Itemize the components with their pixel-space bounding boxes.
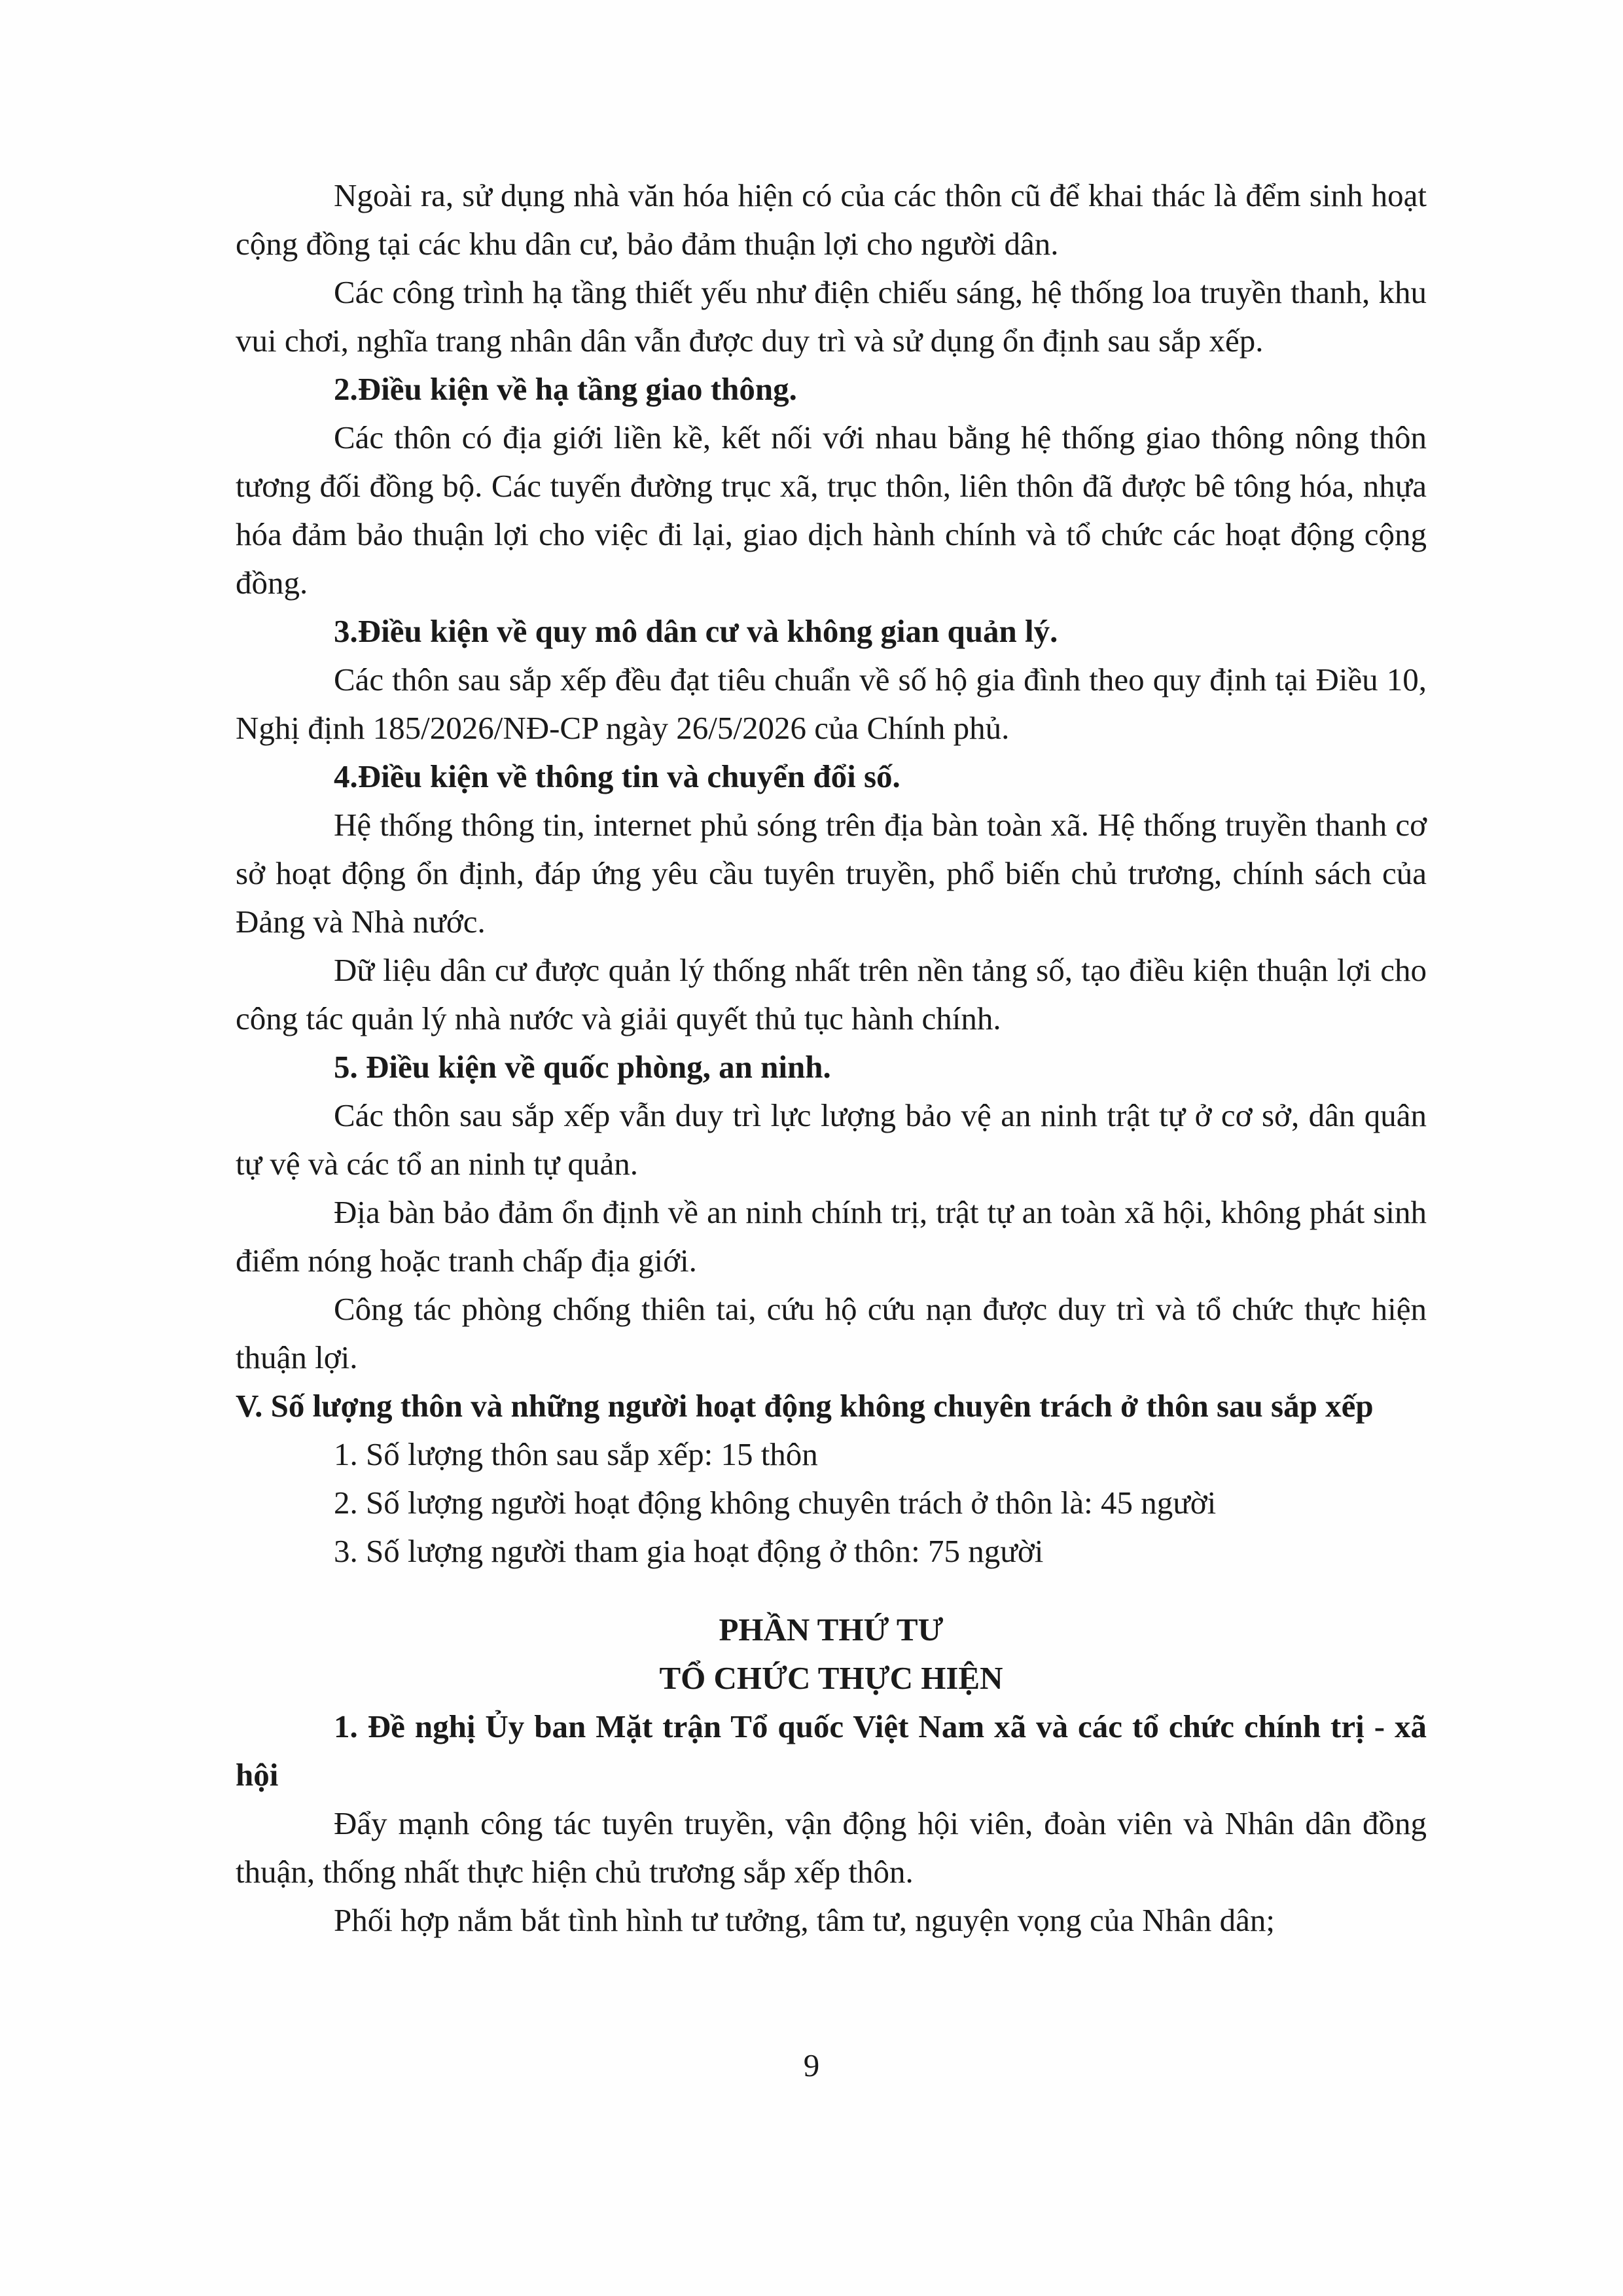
part-title-line-1: PHẦN THỨ TƯ bbox=[719, 1612, 944, 1648]
paragraph: Công tác phòng chống thiên tai, cứu hộ cứu nạn được duy trì và tổ chức thực hiện thuận lợi. bbox=[236, 1291, 1427, 1375]
paragraph: Ngoài ra, sử dụng nhà văn hóa hiện có của các thôn cũ để khai thác là đểm sinh hoạt cộng đồng tại các khu dân cư, bảo đảm thuận lợi cho người dân. bbox=[236, 177, 1427, 262]
page-number: 9 bbox=[803, 2047, 820, 2083]
list-item: 3. Số lượng người tham gia hoạt động ở thôn: 75 người bbox=[334, 1533, 1044, 1569]
part-title-line-2: TỔ CHỨC THỰC HIỆN bbox=[659, 1660, 1003, 1696]
list-item: 1. Số lượng thôn sau sắp xếp: 15 thôn bbox=[334, 1436, 818, 1472]
paragraph: Các công trình hạ tầng thiết yếu như điện chiếu sáng, hệ thống loa truyền thanh, khu vui chơi, nghĩa trang nhân dân vẫn được duy trì và sử dụng ổn định sau sắp xếp. bbox=[236, 274, 1427, 359]
paragraph: Hệ thống thông tin, internet phủ sóng trên địa bàn toàn xã. Hệ thống truyền thanh cơ sở hoạt động ổn định, đáp ứng yêu cầu tuyên truyền, phổ biến chủ trương, chính sách của Đảng và Nhà nước. bbox=[236, 807, 1427, 940]
section-heading-v: V. Số lượng thôn và những người hoạt động không chuyên trách ở thôn sau sắp xếp bbox=[236, 1388, 1374, 1424]
paragraph: Dữ liệu dân cư được quản lý thống nhất trên nền tảng số, tạo điều kiện thuận lợi cho công tác quản lý nhà nước và giải quyết thủ tục hành chính. bbox=[236, 952, 1427, 1036]
page-body bbox=[236, 171, 1427, 1945]
paragraph: Đẩy mạnh công tác tuyên truyền, vận động hội viên, đoàn viên và Nhân dân đồng thuận, thống nhất thực hiện chủ trương sắp xếp thôn. bbox=[236, 1805, 1427, 1890]
list-item: 2. Số lượng người hoạt động không chuyên trách ở thôn là: 45 người bbox=[334, 1485, 1217, 1521]
section-heading: 2.Điều kiện về hạ tầng giao thông. bbox=[334, 371, 797, 407]
paragraph: Các thôn có địa giới liền kề, kết nối với nhau bằng hệ thống giao thông nông thôn tương đối đồng bộ. Các tuyến đường trục xã, trục thôn, liên thôn đã được bê tông hóa, nhựa hóa đảm bảo thuận lợi cho việc đi lại, giao dịch hành chính và tổ chức các hoạt động cộng đồng. bbox=[236, 419, 1427, 601]
section-heading: 1. Đề nghị Ủy ban Mặt trận Tổ quốc Việt Nam xã và các tổ chức chính trị - xã hội bbox=[236, 1708, 1427, 1793]
section-heading: 4.Điều kiện về thông tin và chuyển đổi số. bbox=[334, 758, 901, 794]
paragraph: Các thôn sau sắp xếp vẫn duy trì lực lượng bảo vệ an ninh trật tự ở cơ sở, dân quân tự vệ và các tổ an ninh tự quản. bbox=[236, 1097, 1427, 1182]
section-heading: 3.Điều kiện về quy mô dân cư và không gian quản lý. bbox=[334, 613, 1058, 649]
paragraph: Phối hợp nắm bắt tình hình tư tưởng, tâm tư, nguyện vọng của Nhân dân; bbox=[334, 1902, 1275, 1938]
part-title bbox=[236, 1606, 1427, 1703]
paragraph: Các thôn sau sắp xếp đều đạt tiêu chuẩn về số hộ gia đình theo quy định tại Điều 10, Nghị định 185/2026/NĐ-CP ngày 26/5/2026 của Chính phủ. bbox=[236, 662, 1427, 746]
paragraph: Địa bàn bảo đảm ổn định về an ninh chính trị, trật tự an toàn xã hội, không phát sinh điểm nóng hoặc tranh chấp địa giới. bbox=[236, 1194, 1427, 1279]
section-heading: 5. Điều kiện về quốc phòng, an ninh. bbox=[334, 1049, 831, 1085]
